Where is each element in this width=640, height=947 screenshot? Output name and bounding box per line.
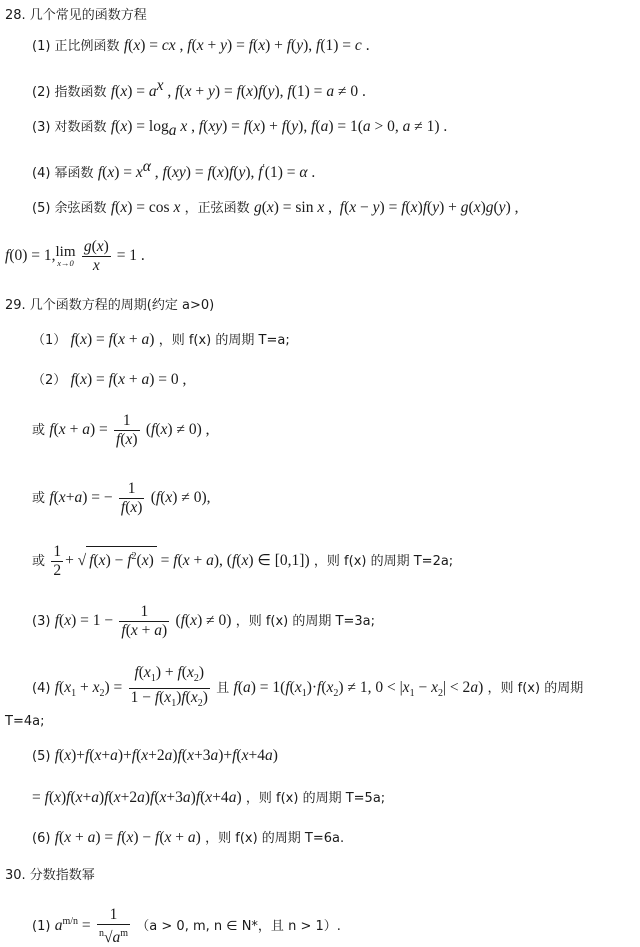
s28-item-5-mid: ，正弦函数: [184, 201, 250, 216]
s29-item-1-text: ，则 f(x) 的周期 T=a;: [158, 333, 290, 348]
s29-item-3-label: (3): [32, 614, 51, 629]
s29-item-5-label: (5): [32, 749, 51, 764]
s28-item-1: [32, 36, 370, 57]
s28-item-3-label: (3) 对数函数: [32, 120, 107, 135]
s29-item-4-text: ，则 f(x) 的周期: [487, 681, 584, 697]
s28-item-1-label: (1) 正比例函数: [32, 39, 120, 54]
s28-item-2-formula: $f(x) = a^x$ , f(x + y) = f(x)f(y), f(1) = a ≠ 0 .: [110, 77, 366, 101]
s30-item-1: (1) $a^{m/n}$ = $\frac{1}{^n√a^m}$ （a > 0, m, n ∈ N*，且 n > 1）.: [32, 906, 341, 947]
section-29-title: 29. 几个函数方程的周期(约定 a>0): [5, 298, 215, 313]
s30-item-1-cond: （a > 0, m, n ∈ N*，且 n > 1）.: [136, 919, 341, 935]
s29-item-5: (5) f(x)+f(x+a)+f(x+2a)f(x+3a)+f(x+4a): [32, 747, 278, 764]
s29-or-2: 或 f(x+a) = − $\frac{1}{f(x)}$ (f(x) ≠ 0),: [32, 480, 211, 516]
s29-item-2: （2） f(x) = f(x + a) = 0 ,: [32, 371, 187, 388]
s28-item-3: [32, 117, 447, 143]
s28-item-5-label: (5) 余弦函数: [32, 201, 107, 216]
or-label: 或: [32, 423, 46, 438]
s28-item-4-formula: $f(x) = x^\alpha$ , f(xy) = f(x)f(y), f′(1) = α .: [97, 158, 316, 182]
s29-item-6-label: (6): [32, 831, 51, 846]
or-label: 或: [32, 491, 46, 506]
s29-item-6: (6) f(x + a) = f(x) − f(x + a) ，则 f(x) 的周期 T=6a.: [32, 829, 345, 846]
s28-item-4-label: (4) 幂函数: [32, 166, 94, 182]
s29-item-4-cont: T=4a;: [5, 714, 45, 729]
s30-item-1-label: (1): [32, 919, 51, 935]
s29-or-3: 或 $\frac{1}{2}$ + √ $f(x) - f^2(x) = f(x + a)$, (f(x) ∈ [0,1]) ，则 f(x) 的周期 T=2a;: [32, 543, 454, 579]
s28-item-2: [32, 76, 366, 103]
s29-or-1: 或 f(x + a) = $\frac{1}{f(x)}$ (f(x) ≠ 0) ,: [32, 412, 210, 448]
s29-item-5-text: ，则 f(x) 的周期 T=5a;: [245, 791, 386, 806]
s29-item-4-label: (4): [32, 681, 51, 697]
s28-item-1-formula: f(x) = cx , f(x + y) = f(x) + f(y), f(1) = c .: [123, 37, 370, 54]
s29-item-1-label: （1）: [32, 333, 67, 348]
section-30-title: 30. 分数指数幂: [5, 868, 95, 883]
s29-or-3-text: ，则 f(x) 的周期 T=2a;: [313, 554, 454, 569]
s29-item-3-text: ，则 f(x) 的周期 T=3a;: [235, 614, 375, 629]
s28-tail-formula: f(0) = 1, lim x→0 $\frac{g(x)}{x}$ = 1 .: [5, 238, 145, 274]
section-28-title: 28. 几个常见的函数方程: [5, 8, 147, 23]
s28-item-4: [32, 157, 315, 184]
s29-item-4-mid: 且: [216, 681, 230, 697]
s28-item-5-formula: g(x) = sin x , f(x − y) = f(x)f(y) + g(x)g(y) ,: [253, 199, 519, 216]
or-label: 或: [32, 554, 46, 569]
s28-item-2-label: (2) 指数函数: [32, 85, 107, 101]
s29-item-2-label: （2）: [32, 373, 67, 388]
s28-item-5: (5) 余弦函数 f(x) = cos x ，正弦函数 g(x) = sin x , f(x − y) = f(x)f(y) + g(x)g(y) ,: [32, 199, 519, 216]
s29-item-6-text: ，则 f(x) 的周期 T=6a.: [205, 831, 345, 846]
s28-item-3-formula: $f(x) = \log_a x$ , f(xy) = f(x) + f(y), f(a) = 1(a > 0, a ≠ 1) .: [110, 118, 448, 140]
s29-item-5-cont: = f(x)f(x+a)f(x+2a)f(x+3a)f(x+4a) ，则 f(x) 的周期 T=5a;: [32, 789, 386, 806]
s29-item-4: (4) $f(x_1 + x_2)$ = $\frac{f(x_1) + f(x_2)}{1 - f(x_1)f(x_2)}$ 且 $f(a) = 1(f(x_1)\cdot f(x_2) \ne 1$, $0 < |x_1 - x_2| < 2a$) ，则 f(x) 的周期: [32, 664, 584, 710]
s29-item-3: (3) f(x) = 1 − $\frac{1}{f(x + a)}$ (f(x) ≠ 0) ，则 f(x) 的周期 T=3a;: [32, 603, 375, 639]
s29-item-1: （1） f(x) = f(x + a) ，则 f(x) 的周期 T=a;: [32, 331, 290, 348]
